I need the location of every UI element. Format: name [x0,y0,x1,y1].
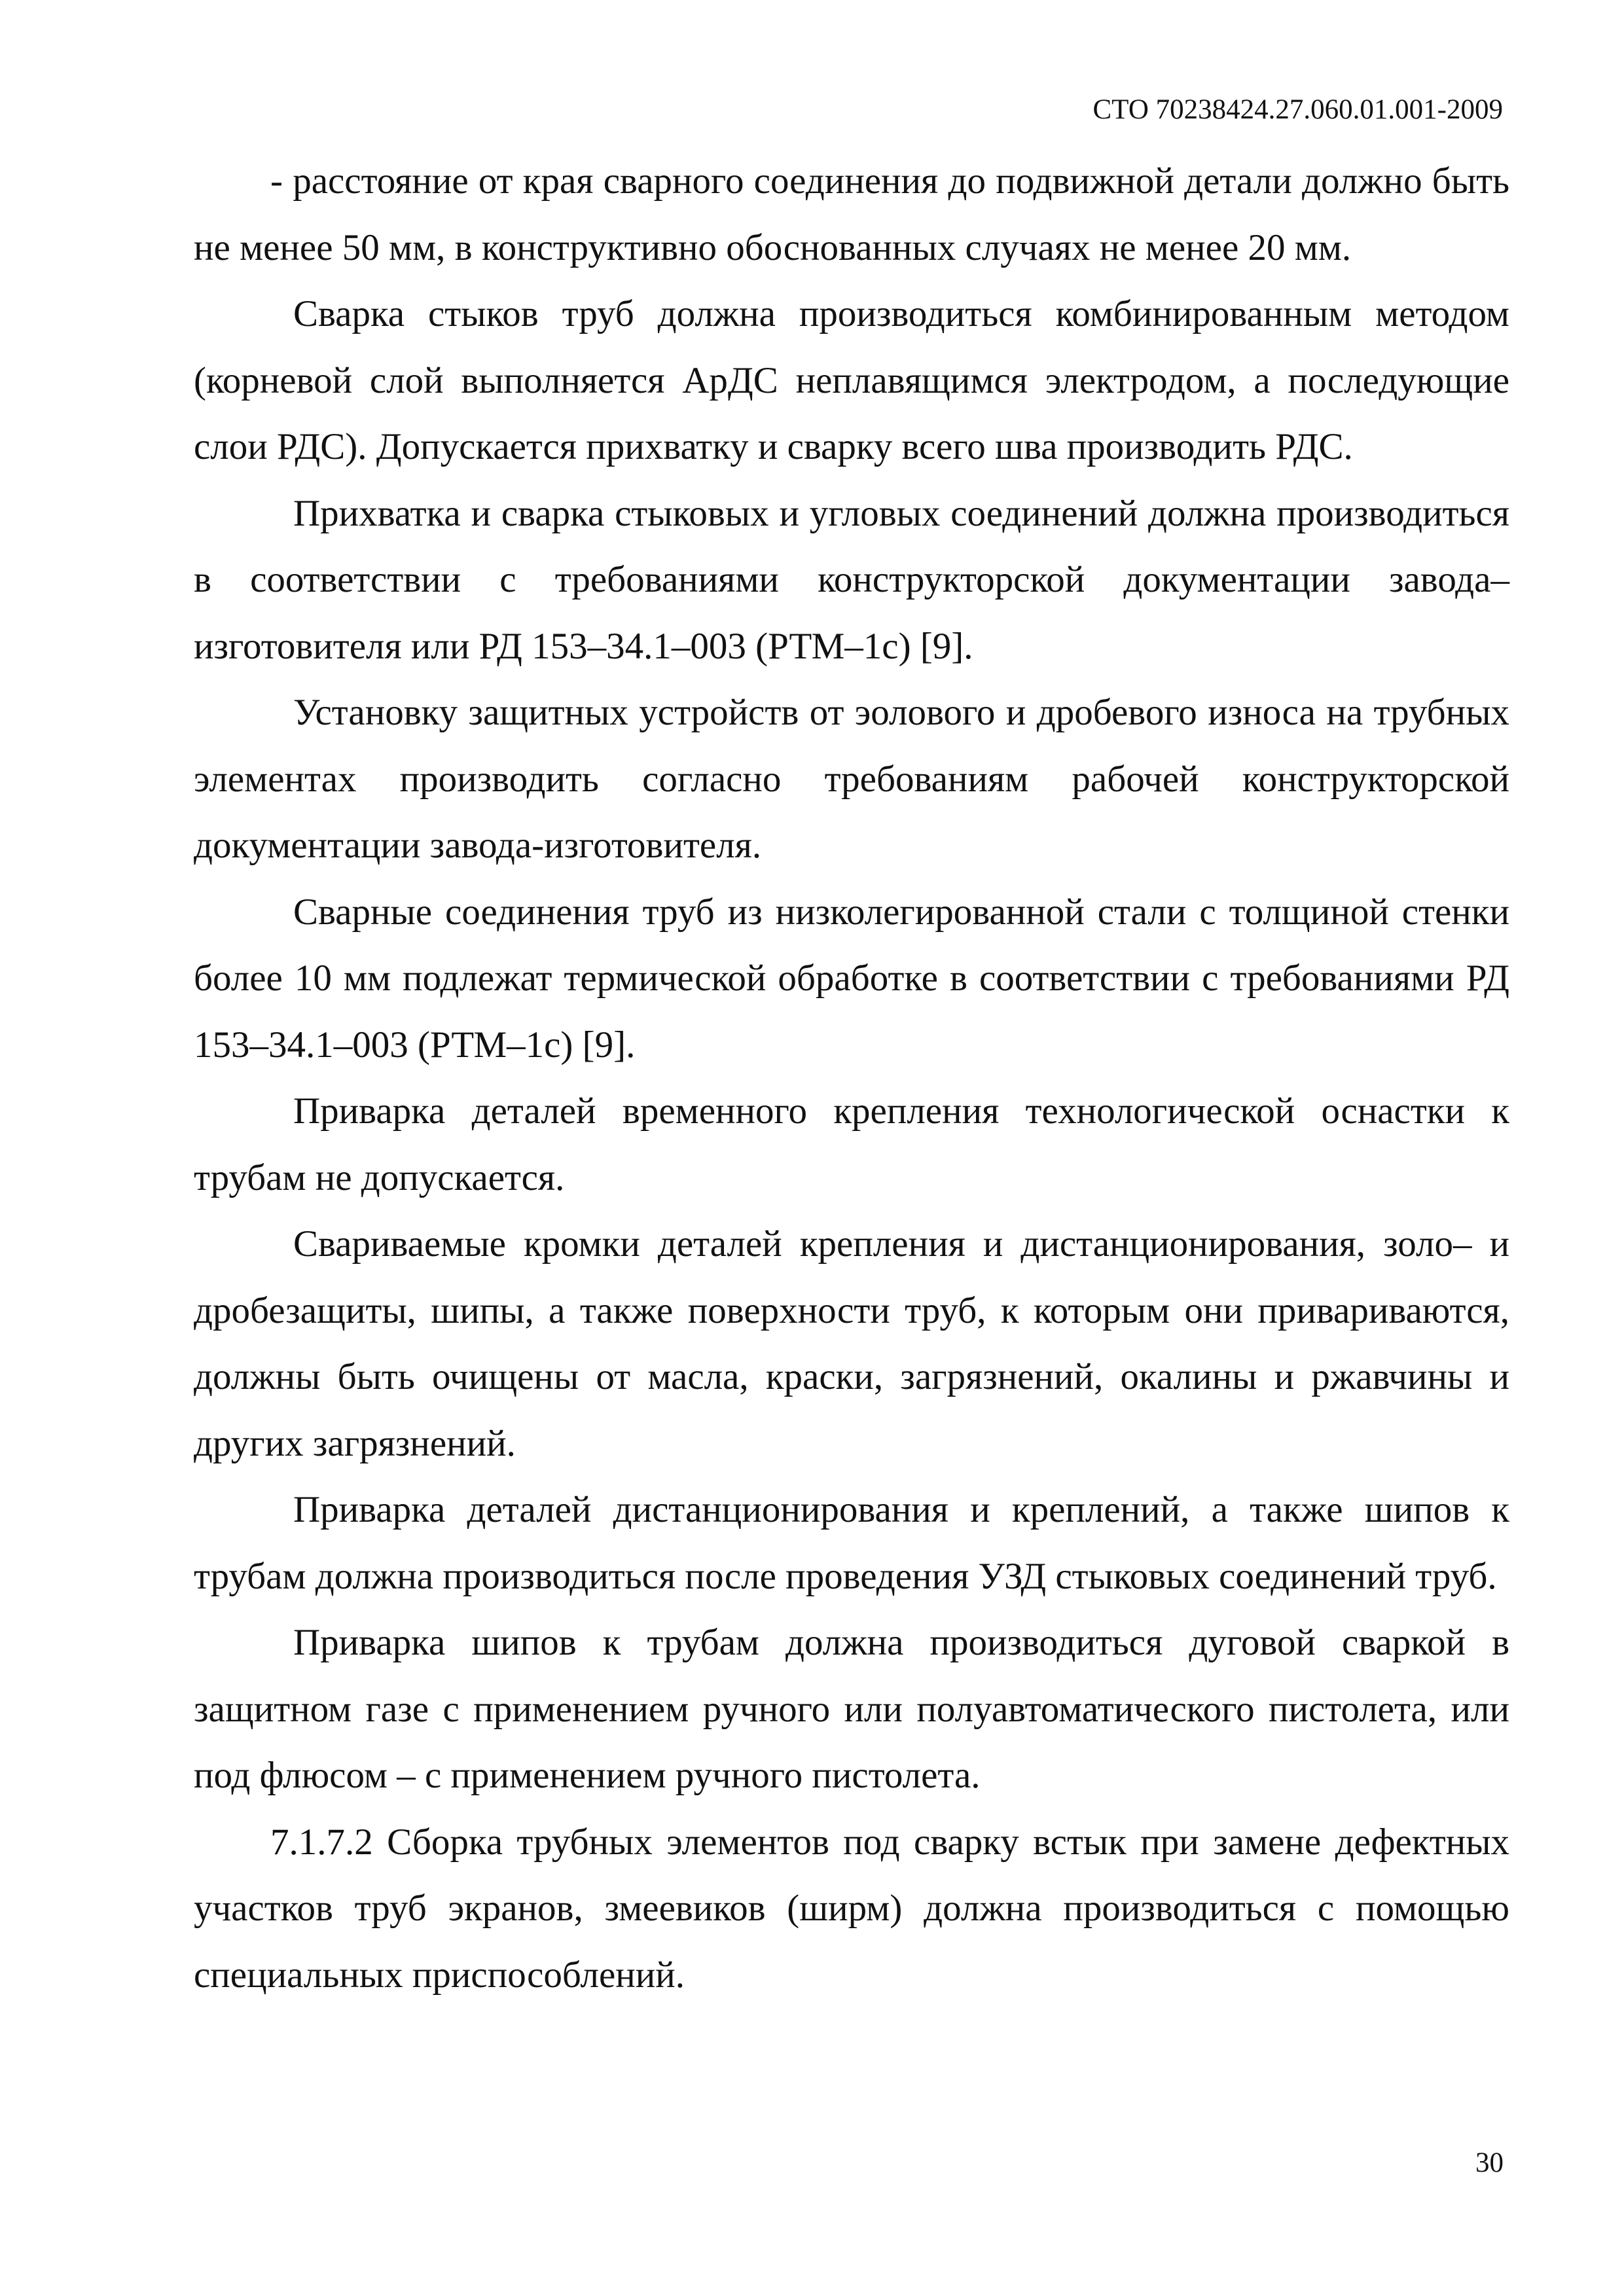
paragraph-edge-cleaning: Свариваемые кромки деталей крепления и дистанционирования, золо– и дробезащиты, шипы, а также поверхности труб, к которым они привариваются, должны быть очищены от масла, краски, загрязнений, окалины и ржавчины и других загрязнений. [194,1223,1509,1464]
paragraph-bullet-distance: - расстояние от края сварного соединения до подвижной детали должно быть не менее 50 мм, в конструктивно обоснованных случаях не менее 20 мм. [194,160,1509,268]
paragraph-weld-method: Сварка стыков труб должна производиться комбинированным методом (корневой слой выполняется АрДС неплавящимся электродом, а последующие слои РДС). Допускается прихватку и сварку всего шва производить РДС. [194,293,1509,467]
paragraph-protective-devices: Установку защитных устройств от эолового и дробевого износа на трубных элементах производить согласно требованиям рабочей конструкторской документации завода-изготовителя. [194,692,1509,866]
paragraph-clause-7-1-7-2: 7.1.7.2 Сборка трубных элементов под сварку встык при замене дефектных участков труб экранов, змеевиков (ширм) должна производиться с помощью специальных приспособлений. [194,1821,1509,1996]
paragraph-tack-welding: Прихватка и сварка стыковых и угловых соединений должна производиться в соответствии с требованиями конструкторской документации завода–изготовителя или РД 153–34.1–003 (РТМ–1с) [9]. [194,492,1509,667]
paragraph-heat-treatment: Сварные соединения труб из низколегированной стали с толщиной стенки более 10 мм подлежат термической обработке в соответствии с требованиями РД 153–34.1–003 (РТМ–1с) [9]. [194,891,1509,1066]
paragraph-spacer-welding: Приварка деталей дистанционирования и креплений, а также шипов к трубам должна производиться после проведения УЗД стыковых соединений труб. [194,1489,1509,1597]
document-body [194,148,1509,2008]
paragraph-temporary-fixtures: Приварка деталей временного крепления технологической оснастки к трубам не допускается. [194,1090,1509,1198]
paragraph-stud-welding: Приварка шипов к трубам должна производиться дуговой сваркой в защитном газе с применением ручного или полуавтоматического пистолета, или под флюсом – с применением ручного пистолета. [194,1622,1509,1796]
page-number: 30 [1475,2147,1504,2178]
document-code-header: СТО 70238424.27.060.01.001-2009 [1092,94,1503,125]
